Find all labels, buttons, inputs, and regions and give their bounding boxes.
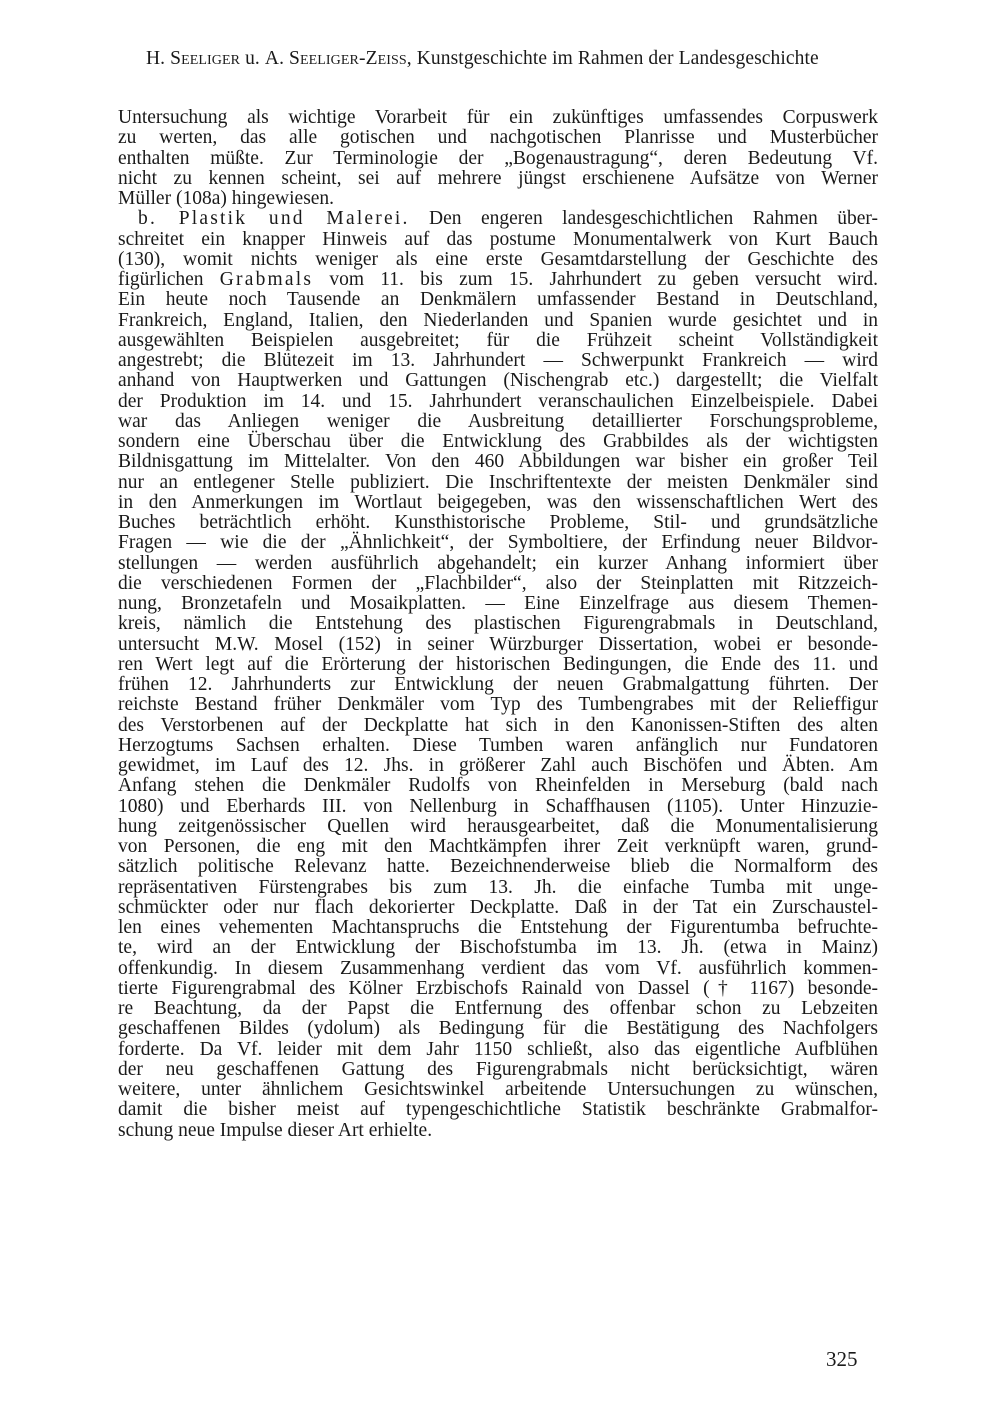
- text-line: re Beachtung, da der Papst die Entfernung des offenbar schon zu Lebzeiten: [118, 998, 878, 1019]
- text-line: sätzlich politische Relevanz hatte. Bezeichnenderweise blieb die Normalform des: [118, 856, 878, 878]
- text-line: schung neue Impulse dieser Art erhielte.: [118, 1119, 433, 1141]
- text-line: Herzogtums Sachsen erhalten. Diese Tumben waren anfänglich nur Fundatoren: [118, 734, 878, 756]
- text-line: nur an entlegener Stelle publiziert. Die Inschriftentexte der meisten Denkmäler sind: [118, 471, 878, 493]
- text-line: Frankreich, England, Italien, den Niederlanden und Spanien wurde gesichtet und in: [118, 309, 878, 331]
- header-author-1: H. Seeliger: [146, 48, 241, 69]
- text-line-start: figürlichen: [118, 269, 220, 290]
- text-line: repräsentativen Fürstengrabes bis zum 13. Jh. die einfache Tumba mit unge-: [118, 876, 878, 898]
- header-author-2: A. Seeliger-Zeiss: [264, 48, 407, 69]
- text-line: Ein heute noch Tausende an Denkmälern umfassender Bestand in Deutschland,: [118, 289, 878, 311]
- text-line: len eines vehementen Machtanspruchs die Entstehung der Figurentumba befruchte-: [118, 917, 878, 938]
- text-line: der Produktion im 14. und 15. Jahrhundert veranschaulichen Einzelbeispiele. Dabei: [118, 390, 878, 412]
- text-line: war das Anliegen weniger die Ausbreitung detaillierter Forschungsprobleme,: [118, 410, 878, 432]
- text-line: Buches beträchtlich erhöht. Kunsthistorische Probleme, Stil- und grundsätzliche: [118, 512, 878, 533]
- text-line: geschaffenen Bildes (ydolum) als Bedingung für die Bestätigung des Nachfolgers: [118, 1018, 878, 1040]
- text-line: stellungen — werden ausführlich abgehandelt; ein kurzer Anhang informiert über: [118, 552, 878, 574]
- text-line: untersucht M.W. Mosel (152) in seiner Würzburger Dissertation, wobei er besonde-: [118, 633, 878, 655]
- text-line: Müller (108a) hingewiesen.: [118, 188, 335, 209]
- text-line: nicht zu kennen scheint, sei auf mehrere jüngst erschienene Aufsätze von Werner: [118, 167, 878, 189]
- text-line: die verschiedenen Formen der „Flachbilder“, also der Steinplatten mit Ritzzeich-: [118, 572, 878, 594]
- text-line: ausgewählten Beispielen ausgebreitet; für die Frühzeit scheint Vollständigkeit: [118, 329, 878, 351]
- text-line: angestrebt; die Blütezeit im 13. Jahrhundert — Schwerpunkt Frankreich — wird: [118, 350, 878, 371]
- text-line: ren Wert legt auf die Erörterung der historischen Bedingungen, die Ende des 11. und: [118, 653, 878, 675]
- text-line: tierte Figurengrabmal des Kölner Erzbischofs Rainald von Dassel († 1167) besonde-: [118, 977, 878, 999]
- text-line-rest: Den engeren landesgeschichtlichen Rahmen über-: [409, 208, 878, 230]
- text-line: te, wird an der Entwicklung der Bischofstumba im 13. Jh. (etwa in Mainz): [118, 937, 878, 959]
- text-line: zu werten, das alle gotischen und nachgotischen Planrisse und Musterbücher: [118, 127, 878, 149]
- text-line: 1080) und Eberhards III. von Nellenburg in Schaffhausen (1105). Unter Hinzuzie-: [118, 795, 878, 817]
- text-line: damit die bisher meist auf typengeschichtliche Statistik beschränkte Grabmalfor-: [118, 1099, 878, 1121]
- text-line: forderte. Da Vf. leider mit dem Jahr 1150 schließt, also das eigentliche Aufblühen: [118, 1038, 878, 1060]
- text-line: schmückter oder nur flach dekorierter Deckplatte. Daß in der Tat ein Zurschaustel-: [118, 896, 878, 918]
- page-number: 325: [826, 1347, 858, 1371]
- text-line: (130), womit nichts weniger als eine erste Gesamtdarstellung der Geschichte des: [118, 248, 878, 270]
- text-line: nung, Bronzetafeln und Mosaikplatten. — Eine Einzelfrage aus diesem Themen-: [118, 593, 878, 614]
- text-line: von Personen, die eng mit den Machtkämpfen ihrer Zeit verknüpft waren, grund-: [118, 836, 878, 857]
- text-line-with-emphasis: [118, 270, 878, 290]
- text-line: kreis, nämlich die Entstehung des plastischen Figurengrabmals in Deutschland,: [118, 613, 878, 635]
- text-line: sondern eine Überschau über die Entwicklung des Grabbildes als der wichtigsten: [118, 431, 878, 452]
- text-line: Untersuchung als wichtige Vorarbeit für ein zukünftiges umfassendes Corpuswerk: [118, 107, 878, 128]
- text-line: frühen 12. Jahrhunderts zur Entwicklung der neuen Grabmalgattung führten. Der: [118, 674, 878, 695]
- text-line: enthalten müßte. Zur Terminologie der „Bogenaustragung“, deren Bedeutung Vf.: [118, 147, 878, 169]
- text-line: offenkundig. In diesem Zusammenhang verdient das vom Vf. ausführlich kommen-: [118, 957, 878, 979]
- text-line: Bildnisgattung im Mittelalter. Von den 460 Abbildungen war bisher ein großer Teil: [118, 451, 878, 473]
- section-b-label: b. Plastik und Malerei.: [138, 208, 410, 230]
- header-conjunction: u.: [240, 48, 265, 69]
- text-line: anhand von Hauptwerken und Gattungen (Nischengrab etc.) dargestellt; die Vielfalt: [118, 370, 878, 392]
- text-line: reichste Bestand früher Denkmäler vom Typ des Tumbengrabes mit der Relieffigur: [118, 694, 878, 716]
- running-header: [146, 48, 866, 70]
- header-title: , Kunstgeschichte im Rahmen der Landesgeschichte: [406, 48, 819, 69]
- text-line: Fragen — wie die der „Ähnlichkeit“, der Symboltiere, der Erfindung neuer Bildvor-: [118, 532, 878, 554]
- text-line: hung zeitgenössischer Quellen wird herausgearbeitet, daß die Monumentalisierung: [118, 815, 878, 837]
- emphasized-word: Grabmals: [219, 269, 314, 290]
- text-line: Anfang stehen die Denkmäler Rudolfs von Rheinfelden in Merseburg (bald nach: [118, 775, 878, 797]
- body-text: [118, 108, 878, 1141]
- text-line: des Verstorbenen auf der Deckplatte hat sich in den Kanonissen-Stiften des alten: [118, 714, 878, 736]
- text-line: der neu geschaffenen Gattung des Figurengrabmals nicht berücksichtigt, wären: [118, 1058, 878, 1080]
- text-line: gewidmet, im Lauf des 12. Jhs. in größerer Zahl auch Bischöfen und Äbten. Am: [118, 755, 878, 776]
- section-b-first-line: [118, 209, 878, 229]
- text-line: in den Anmerkungen im Wortlaut beigegeben, was den wissenschaftlichen Wert des: [118, 491, 878, 513]
- text-line: weitere, unter ähnlichem Gesichtswinkel arbeitende Untersuchungen zu wünschen,: [118, 1079, 878, 1100]
- text-line-end: vom 11. bis zum 15. Jahrhundert zu geben versucht wird.: [313, 269, 878, 290]
- text-line: schreitet ein knapper Hinweis auf das postume Monumentalwerk von Kurt Bauch: [118, 228, 878, 250]
